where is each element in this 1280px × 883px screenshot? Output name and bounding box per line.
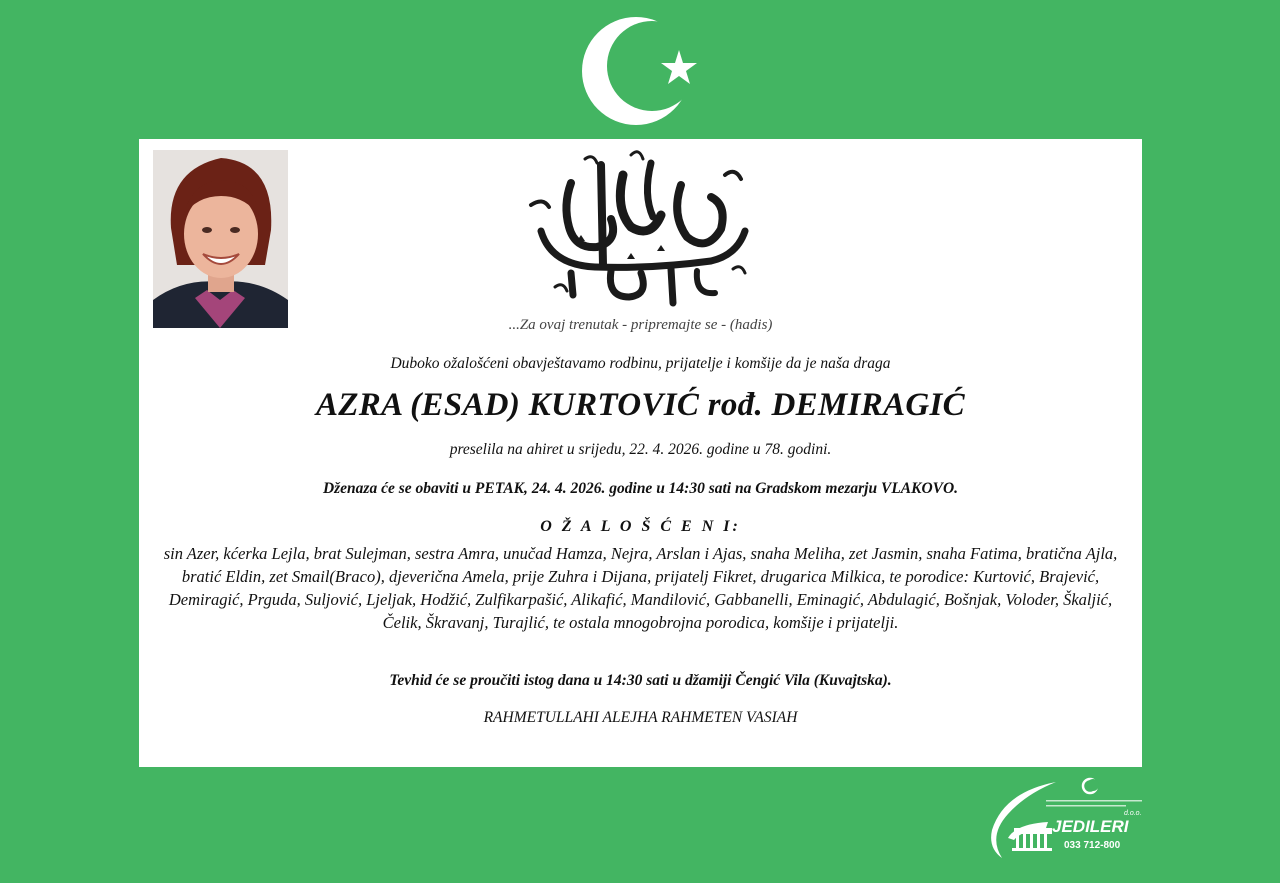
tevhid-details: Tevhid će se proučiti istog dana u 14:30 sati u džamiji Čengić Vila (Kuvajtska). xyxy=(389,672,892,689)
logo-phone: 033 712-800 xyxy=(1064,840,1121,851)
closing-prayer: RAHMETULLAHI ALEJHA RAHMETEN VASIAH xyxy=(483,709,798,726)
crescent-star-icon xyxy=(578,14,702,126)
calligraphy-emblem xyxy=(511,145,761,313)
svg-text:JEDILERI: JEDILERI xyxy=(1052,817,1129,836)
date-of-passing: preselila na ahiret u srijedu, 22. 4. 2026. godine u 78. godini. xyxy=(449,441,832,458)
funeral-details: Dženaza će se obaviti u PETAK, 24. 4. 2026. godine u 14:30 sati na Gradskom mezarju VLAKOVO. xyxy=(322,480,959,497)
svg-text:d.o.o.: d.o.o. xyxy=(1124,810,1142,817)
mourners-list: sin Azer, kćerka Lejla, brat Sulejman, sestra Amra, unučad Hamza, Nejra, Arslan i Ajas, snaha Meliha, zet Jasmin, snaha Fatima, bratična Ajla, bratić Eldin, zet Smail(Braco), djeverična Amela, prije Zuhra i Dijana, prijatelj Fikret, drugarica Milkica, te porodice: Kurtović, Brajević, Demiragić, Prguda, Suljović, Ljeljak, Hodžić, Zulfikarpašić, Alikafić, Mandilović, Gabbanelli, Eminagić, Abdulagić, Bošnjak, Voloder, Škaljić, Čelik, Škravanj, Turajlić, te ostala mnogobrojna porodica, komšije i prijatelji. xyxy=(163,544,1118,632)
deceased-name: AZRA (ESAD) KURTOVIĆ rođ. DEMIRAGIĆ xyxy=(316,387,965,423)
announcement-intro: Duboko ožalošćeni obavještavamo rodbinu, prijatelje i komšije da je naša draga xyxy=(390,355,891,372)
obituary-card xyxy=(139,139,1142,767)
motto-text: ...Za ovaj trenutak - pripremajte se - (hadis) xyxy=(508,317,773,333)
mourners-heading: O Ž A L O Š Ć E N I: xyxy=(540,518,741,535)
portrait-photo xyxy=(153,150,288,328)
